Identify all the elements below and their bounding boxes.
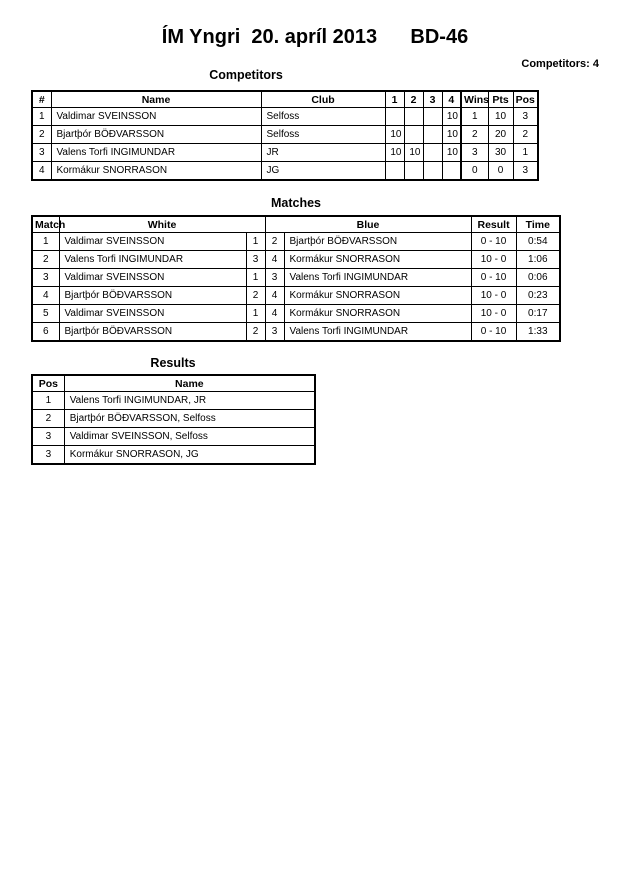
table-row xyxy=(32,269,560,287)
blue-competitor: Valens Torfi INGIMUNDAR xyxy=(284,269,471,287)
match-result: 10 - 0 xyxy=(471,305,516,323)
match-time: 0:54 xyxy=(516,233,560,251)
match-time: 0:06 xyxy=(516,269,560,287)
col-header: Blue xyxy=(265,216,471,233)
score-vs-1: 10 xyxy=(385,144,404,162)
table-row xyxy=(32,323,560,342)
score-vs-2: 10 xyxy=(404,144,423,162)
competitors-table xyxy=(31,90,539,181)
col-header: Pos xyxy=(32,375,64,392)
match-number: 5 xyxy=(32,305,59,323)
match-time: 1:06 xyxy=(516,251,560,269)
competitor-points: 20 xyxy=(488,126,513,144)
table-row xyxy=(32,287,560,305)
table-row xyxy=(32,251,560,269)
competitor-number: 1 xyxy=(32,108,51,126)
white-competitor: Valdimar SVEINSSON xyxy=(59,305,246,323)
score-vs-4 xyxy=(442,162,461,181)
col-header: Wins xyxy=(461,91,488,108)
col-header: Time xyxy=(516,216,560,233)
white-competitor: Bjartþór BÖÐVARSSON xyxy=(59,287,246,305)
col-header: Result xyxy=(471,216,516,233)
competitor-club: JR xyxy=(261,144,385,162)
competitor-position: 3 xyxy=(513,162,538,181)
matches-header-row xyxy=(32,216,560,233)
score-vs-4: 10 xyxy=(442,108,461,126)
score-vs-3 xyxy=(423,144,442,162)
score-vs-2 xyxy=(404,108,423,126)
col-header: Match xyxy=(32,216,59,233)
competitor-position: 2 xyxy=(513,126,538,144)
col-header: 2 xyxy=(404,91,423,108)
competitor-number: 3 xyxy=(32,144,51,162)
table-row xyxy=(32,428,315,446)
blue-number: 4 xyxy=(265,287,284,305)
competitor-wins: 2 xyxy=(461,126,488,144)
table-row xyxy=(32,108,538,126)
match-number: 4 xyxy=(32,287,59,305)
white-number: 1 xyxy=(246,233,265,251)
competitor-club: Selfoss xyxy=(261,108,385,126)
score-vs-3 xyxy=(423,126,442,144)
title-code: BD-46 xyxy=(410,26,469,48)
match-result: 10 - 0 xyxy=(471,251,516,269)
col-header: Name xyxy=(51,91,261,108)
competitors-heading: Competitors xyxy=(209,68,283,82)
match-number: 3 xyxy=(32,269,59,287)
competitor-position: 1 xyxy=(513,144,538,162)
page-title xyxy=(0,26,630,49)
blue-number: 3 xyxy=(265,269,284,287)
white-competitor: Bjartþór BÖÐVARSSON xyxy=(59,323,246,342)
result-name: Kormákur SNORRASON, JG xyxy=(64,446,315,465)
competitor-wins: 0 xyxy=(461,162,488,181)
blue-number: 4 xyxy=(265,305,284,323)
score-vs-3 xyxy=(423,162,442,181)
score-vs-2 xyxy=(404,126,423,144)
blue-number: 3 xyxy=(265,323,284,342)
blue-competitor: Kormákur SNORRASON xyxy=(284,287,471,305)
match-result: 0 - 10 xyxy=(471,233,516,251)
result-position: 3 xyxy=(32,446,64,465)
col-header: 1 xyxy=(385,91,404,108)
col-header: Pts xyxy=(488,91,513,108)
white-competitor: Valdimar SVEINSSON xyxy=(59,269,246,287)
competitor-points: 10 xyxy=(488,108,513,126)
competitors-header-row xyxy=(32,91,538,108)
match-result: 10 - 0 xyxy=(471,287,516,305)
match-result: 0 - 10 xyxy=(471,269,516,287)
blue-number: 2 xyxy=(265,233,284,251)
match-number: 1 xyxy=(32,233,59,251)
col-header: Club xyxy=(261,91,385,108)
score-vs-1 xyxy=(385,108,404,126)
blue-competitor: Kormákur SNORRASON xyxy=(284,305,471,323)
result-position: 3 xyxy=(32,428,64,446)
competitors-count: Competitors: 4 xyxy=(521,58,599,70)
table-row xyxy=(32,392,315,410)
result-position: 2 xyxy=(32,410,64,428)
blue-competitor: Kormákur SNORRASON xyxy=(284,251,471,269)
table-row xyxy=(32,126,538,144)
competitor-club: Selfoss xyxy=(261,126,385,144)
competitor-points: 30 xyxy=(488,144,513,162)
result-name: Valdimar SVEINSSON, Selfoss xyxy=(64,428,315,446)
score-vs-3 xyxy=(423,108,442,126)
title-date: 20. apríl 2013 xyxy=(251,26,378,48)
competitor-points: 0 xyxy=(488,162,513,181)
score-vs-2 xyxy=(404,162,423,181)
white-number: 2 xyxy=(246,323,265,342)
match-time: 0:23 xyxy=(516,287,560,305)
white-number: 1 xyxy=(246,269,265,287)
col-header: White xyxy=(59,216,265,233)
col-header: Pos xyxy=(513,91,538,108)
competitor-number: 4 xyxy=(32,162,51,181)
competitor-wins: 1 xyxy=(461,108,488,126)
white-number: 1 xyxy=(246,305,265,323)
match-time: 0:17 xyxy=(516,305,560,323)
competitor-name: Kormákur SNORRASON xyxy=(51,162,261,181)
competitor-number: 2 xyxy=(32,126,51,144)
col-header: 4 xyxy=(442,91,461,108)
result-name: Valens Torfi INGIMUNDAR, JR xyxy=(64,392,315,410)
result-position: 1 xyxy=(32,392,64,410)
table-row xyxy=(32,446,315,465)
table-row xyxy=(32,144,538,162)
title-event: ÍM Yngri xyxy=(161,26,241,48)
col-header: Name xyxy=(64,375,315,392)
match-number: 6 xyxy=(32,323,59,342)
results-heading: Results xyxy=(150,356,196,370)
white-number: 2 xyxy=(246,287,265,305)
match-time: 1:33 xyxy=(516,323,560,342)
matches-table xyxy=(31,215,561,342)
score-vs-1 xyxy=(385,162,404,181)
competitor-name: Valens Torfi INGIMUNDAR xyxy=(51,144,261,162)
blue-competitor: Bjartþór BÖÐVARSSON xyxy=(284,233,471,251)
competitor-name: Valdimar SVEINSSON xyxy=(51,108,261,126)
table-row xyxy=(32,305,560,323)
results-header-row xyxy=(32,375,315,392)
result-name: Bjartþór BÖÐVARSSON, Selfoss xyxy=(64,410,315,428)
competitor-wins: 3 xyxy=(461,144,488,162)
white-competitor: Valdimar SVEINSSON xyxy=(59,233,246,251)
blue-competitor: Valens Torfi INGIMUNDAR xyxy=(284,323,471,342)
match-number: 2 xyxy=(32,251,59,269)
competitor-position: 3 xyxy=(513,108,538,126)
white-competitor: Valens Torfi INGIMUNDAR xyxy=(59,251,246,269)
white-number: 3 xyxy=(246,251,265,269)
results-table xyxy=(31,374,316,465)
score-vs-4: 10 xyxy=(442,126,461,144)
competitor-club: JG xyxy=(261,162,385,181)
col-header: 3 xyxy=(423,91,442,108)
table-row xyxy=(32,410,315,428)
competitor-name: Bjartþór BÖÐVARSSON xyxy=(51,126,261,144)
table-row xyxy=(32,233,560,251)
match-result: 0 - 10 xyxy=(471,323,516,342)
score-vs-1: 10 xyxy=(385,126,404,144)
col-header: # xyxy=(32,91,51,108)
blue-number: 4 xyxy=(265,251,284,269)
score-vs-4: 10 xyxy=(442,144,461,162)
table-row xyxy=(32,162,538,181)
matches-heading: Matches xyxy=(270,196,322,210)
